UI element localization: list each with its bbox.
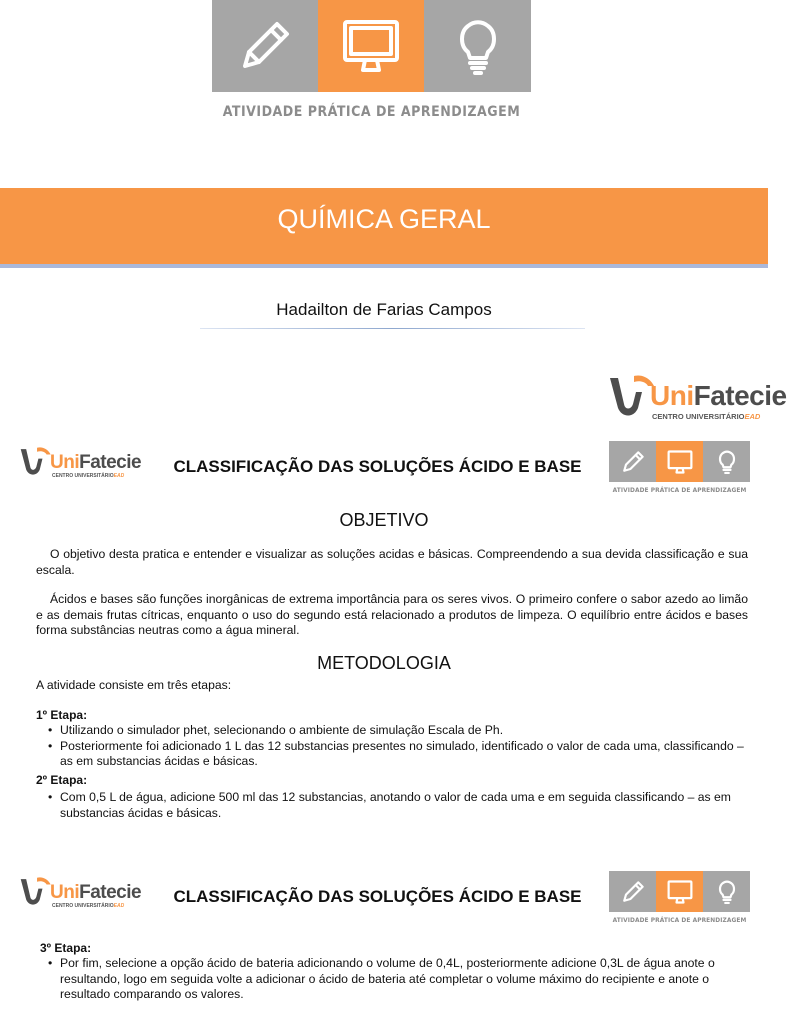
- logo-fatecie: Fatecie: [79, 452, 142, 473]
- objetivo-paragraph-2: Ácidos e bases são funções inorgânicas de extrema importância para os seres vivos. O primeiro confere o sabor azedo ao limão e as demais frutas cítricas, enquanto o uso do segundo está relacionado a produtos de limpeza. O equilíbrio entre ácidos e bases forma substâncias neutras como a água mineral.: [36, 592, 748, 638]
- pencil-tile: [609, 871, 656, 912]
- unifatecie-emblem-icon: [18, 876, 52, 908]
- pencil-tile: [609, 441, 656, 482]
- lightbulb-icon: [713, 448, 741, 476]
- logo-fatecie: Fatecie: [693, 380, 787, 411]
- pencil-icon: [619, 878, 647, 906]
- logo-subtitle-text: CENTRO UNIVERSITÁRIO: [52, 473, 114, 479]
- logo-subtitle-text: CENTRO UNIVERSITÁRIO: [652, 412, 745, 421]
- monitor-icon: [666, 878, 694, 906]
- logo-uni: Uni: [650, 380, 694, 411]
- logo-brand: [650, 380, 787, 412]
- unifatecie-emblem-icon: [18, 446, 52, 478]
- header-caption: ATIVIDADE PRÁTICA DE APRENDIZAGEM: [222, 104, 521, 120]
- objetivo-paragraph-1: O objetivo desta pratica e entender e visualizar as soluções acidas e básicas. Compreendendo a sua devida classificação e sua escala.: [36, 547, 748, 577]
- unifatecie-emblem-icon: [606, 374, 656, 420]
- logo-subtitle-text: CENTRO UNIVERSITÁRIO: [52, 903, 114, 909]
- logo-brand: [50, 882, 141, 904]
- monitor-icon: [339, 14, 403, 78]
- lightbulb-tile: [424, 0, 531, 92]
- slide1-title: CLASSIFICAÇÃO DAS SOLUÇÕES ÁCIDO E BASE: [173, 457, 582, 476]
- etapa3-label: 3º Etapa:: [40, 941, 92, 955]
- etapa3-list: [44, 956, 750, 1024]
- logo-subtitle: [652, 412, 760, 421]
- etapa1-list: [44, 723, 750, 770]
- pencil-icon: [619, 448, 647, 476]
- list-item: • Posteriormente foi adicionado 1 L das 12 substancias presentes no simulado, identificado o valor de cada uma, classificando – as em substancias ácidas e básicas.: [44, 739, 750, 770]
- logo-uni: Uni: [50, 882, 80, 903]
- lightbulb-tile: [703, 871, 750, 912]
- author-divider: [200, 328, 585, 329]
- badge-caption: ATIVIDADE PRÁTICA DE APRENDIZAGEM: [612, 916, 747, 924]
- lightbulb-tile: [703, 441, 750, 482]
- etapa2-list: [44, 790, 750, 821]
- etapa1-label: 1º Etapa:: [36, 708, 88, 722]
- list-item: • Por fim, selecione a opção ácido de bateria adicionando o volume de 0,4L, posteriormente adicione 0,3L de água anote o resultando, logo em seguida volte a adicionar o ácido de bateria até completar o volume máximo do recipiente e anote o resultado comparando os valores.: [44, 956, 750, 1003]
- logo-ead: EAD: [744, 412, 761, 421]
- badge-caption: ATIVIDADE PRÁTICA DE APRENDIZAGEM: [612, 486, 747, 494]
- logo-fatecie: Fatecie: [79, 882, 142, 903]
- monitor-tile: [318, 0, 424, 92]
- course-band: [0, 188, 768, 268]
- list-item: • Com 0,5 L de água, adicione 500 ml das 12 substancias, anotando o valor de cada uma e em seguida classificando – as em substancias ácidas e básicas.: [44, 790, 750, 821]
- logo-subtitle: [52, 473, 124, 479]
- etapa2-label: 2º Etapa:: [36, 773, 88, 787]
- slide2-title: CLASSIFICAÇÃO DAS SOLUÇÕES ÁCIDO E BASE: [173, 887, 582, 906]
- pencil-icon: [233, 14, 297, 78]
- logo-ead: EAD: [113, 473, 125, 479]
- logo-uni: Uni: [50, 452, 80, 473]
- course-title: QUÍMICA GERAL: [277, 204, 491, 234]
- objetivo-heading: OBJETIVO: [339, 510, 429, 530]
- logo-brand: [50, 452, 141, 474]
- lightbulb-icon: [446, 14, 510, 78]
- metodologia-intro: A atividade consiste em três etapas:: [36, 678, 232, 692]
- list-item: • Utilizando o simulador phet, selecionando o ambiente de simulação Escala de Ph.: [44, 723, 750, 739]
- monitor-tile: [656, 871, 703, 912]
- pencil-tile: [212, 0, 318, 92]
- metodologia-heading: METODOLOGIA: [317, 653, 451, 673]
- lightbulb-icon: [713, 878, 741, 906]
- logo-ead: EAD: [113, 903, 125, 909]
- author-name: Hadailton de Farias Campos: [276, 300, 492, 319]
- monitor-icon: [666, 448, 694, 476]
- monitor-tile: [656, 441, 703, 482]
- logo-subtitle: [52, 903, 124, 909]
